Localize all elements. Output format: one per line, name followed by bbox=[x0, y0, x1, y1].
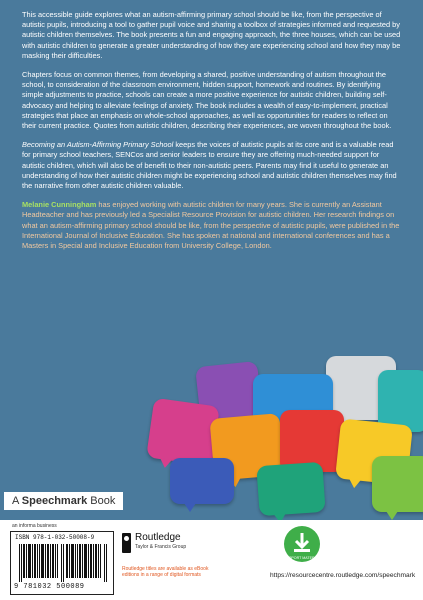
author-name: Melanie Cunningham bbox=[22, 200, 97, 210]
barcode bbox=[10, 531, 114, 595]
blurb-paragraph-3 bbox=[22, 140, 402, 191]
publisher-name: Routledge bbox=[135, 532, 181, 543]
series-prefix: A bbox=[12, 495, 22, 507]
speech-bubble-navy bbox=[170, 458, 234, 504]
support-material-icon bbox=[282, 524, 322, 564]
blurb-paragraph-1: This accessible guide explores what an autism-affirming primary school should be like, from the perspective of autistic pupils, introducing a tool to gather pupil voice and sharing a toolbox of strategies informed and requested by autistic children themselves. The book presents a fun and engaging approach, the three houses, which can be used with autistic children to generate a greater understanding of how they are experiencing school and how they may be masking their difficulties. bbox=[22, 10, 401, 60]
blurb-text bbox=[22, 10, 402, 260]
series-badge bbox=[4, 492, 123, 510]
blurb-paragraph-3-text: keeps the voices of autistic pupils at its core and is a valuable read for primary school teachers, SENCos and senior leaders to ensure they are offering much-needed support for autistic children, which will also be of benefit to their non-autistic peers. Parents may find it useful to generate an understanding of how their autistic children might be experiencing school and autistic children themselves may find the narrative from other autistic children valuable. bbox=[22, 140, 397, 191]
series-name: Speechmark bbox=[21, 495, 88, 507]
ebook-note: Routledge titles are available as eBook editions in a range of digital formats bbox=[122, 566, 209, 578]
speech-bubble-emerald bbox=[256, 462, 325, 516]
isbn-digits: 9 781032 500089 bbox=[14, 583, 85, 591]
publisher-subtitle: Taylor & Francis Group bbox=[135, 544, 187, 550]
isbn-label: ISBN 978-1-032-50008-9 bbox=[15, 534, 95, 541]
blurb-paragraph-2: Chapters focus on common themes, from developing a shared, positive understanding of autism throughout the school, to consideration of the classroom environment, hidden support, homework and routines. By identifying simple adjustments to practice, schools can create a more positive experience for autistic children, building self-advocacy and helping to alleviate feelings of anxiety. The book includes a wealth of easy-to-implement, practical strategies that place an emphasis on whole-school approaches, as well as opportunities for readers to reflect on their current practice. Quotes from autistic children, describing their experiences, are woven throughout the book. bbox=[22, 70, 392, 131]
routledge-logo bbox=[122, 532, 222, 562]
series-suffix: Book bbox=[87, 495, 116, 507]
book-title-italic: Becoming an Autism-Affirming Primary School bbox=[22, 140, 174, 150]
support-material-label: SUPPORT MATERIAL bbox=[284, 556, 320, 560]
speech-bubble-pink bbox=[146, 398, 220, 467]
speech-bubble-green bbox=[372, 456, 423, 512]
author-bio-text: has enjoyed working with autistic children for many years. She is currently an Assistant Headteacher and has previously led a Specialist Resource Provision for autistic children. Her research findings on what an autism-affirming primary school should be like, from the perspective of autistic pupils, were published in the International Journal of Inclusive Education. She has spoken at national and international conferences and has a Masters in Special and Inclusive Education from University College, London. bbox=[22, 200, 400, 251]
resource-url[interactable]: https://resourcecentre.routledge.com/speechmark bbox=[270, 572, 416, 579]
informa-text: an informa business bbox=[12, 523, 57, 529]
author-bio bbox=[22, 200, 402, 251]
bottom-strip bbox=[0, 520, 423, 600]
routledge-mark-icon bbox=[122, 533, 131, 553]
barcode-bars bbox=[19, 544, 107, 582]
